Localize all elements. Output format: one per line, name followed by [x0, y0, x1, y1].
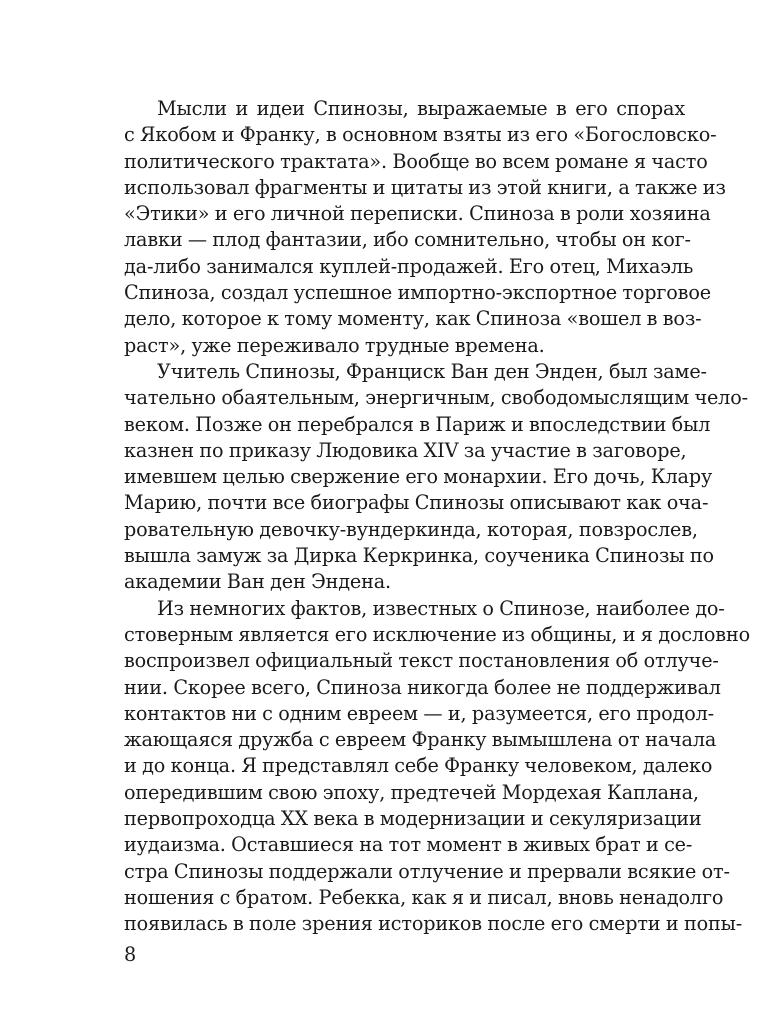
- text-line: академии Ван ден Эндена.: [124, 570, 391, 594]
- text-line: Учитель Спинозы, Франциск Ван ден Энден, был заме-: [157, 359, 707, 383]
- text-line: лавки — плод фантазии, ибо сомнительно, чтобы он ког-: [124, 228, 691, 252]
- text-line: воспроизвел официальный текст постановления об отлуче-: [124, 649, 719, 673]
- text-line: появилась в поле зрения историков после его смерти и попы-: [124, 912, 743, 936]
- text-line: нии. Скорее всего, Спиноза никогда более не поддерживал: [124, 675, 721, 699]
- text-line: иудаизма. Оставшиеся на тот момент в живых брат и се-: [124, 833, 693, 857]
- text-line: ровательную девочку-вундеркинда, которая, повзрослев,: [124, 517, 698, 541]
- text-line: да-либо занимался куплей-продажей. Его отец, Михаэль: [124, 254, 694, 278]
- text-line: с Якобом и Франку, в основном взяты из его «Богословско-: [124, 123, 717, 147]
- text-line: казнен по приказу Людовика XIV за участие в заговоре,: [124, 438, 687, 462]
- text-line: политического трактата». Вообще во всем романе я часто: [124, 149, 708, 173]
- page-number: 8: [124, 943, 137, 966]
- text-line: первопроходца XX века в модернизации и секуляризации: [124, 807, 702, 831]
- paragraph-3: [124, 596, 750, 938]
- text-line: стра Спинозы поддержали отлучение и прервали всякие от-: [124, 859, 730, 883]
- text-line: жающаяся дружба с евреем Франку вымышлена от начала: [124, 728, 717, 752]
- text-line: дело, которое к тому моменту, как Спиноза «вошел в воз-: [124, 307, 702, 331]
- text-line: использовал фрагменты и цитаты из этой книги, а также из: [124, 175, 726, 199]
- text-line: вышла замуж за Дирка Керкринка, соученика Спинозы по: [124, 544, 714, 568]
- text-line: «Этики» и его личной переписки. Спиноза в роли хозяина: [124, 202, 711, 226]
- paragraph-2: [124, 359, 748, 596]
- body-text: [124, 96, 750, 938]
- text-line: Марию, почти все биографы Спинозы описывают как оча-: [124, 491, 709, 515]
- text-line: Спиноза, создал успешное импортно-экспортное торговое: [124, 281, 711, 305]
- text-line: веком. Позже он перебрался в Париж и впоследствии был: [124, 412, 711, 436]
- text-line: имевшем целью свержение его монархии. Его дочь, Клару: [124, 465, 713, 489]
- paragraph-1: [124, 96, 726, 359]
- text-line: стоверным является его исключение из общины, и я дословно: [124, 622, 750, 646]
- text-line: и до конца. Я представлял себе Франку человеком, далеко: [124, 754, 713, 778]
- text-line: раст», уже переживало трудные времена.: [124, 333, 545, 357]
- text-line: Из немногих фактов, известных о Спинозе, наиболее до-: [157, 596, 725, 620]
- text-line: Мысли и идеи Спинозы, выражаемые в его спорах: [157, 97, 685, 120]
- text-line: контактов ни с одним евреем — и, разумеется, его продол-: [124, 701, 714, 725]
- text-line: чательно обаятельным, энергичным, свободомыслящим чело-: [124, 386, 748, 410]
- text-line: опередившим свою эпоху, предтечей Мордехая Каплана,: [124, 780, 699, 804]
- text-line: ношения с братом. Ребекка, как я и писал, вновь ненадолго: [124, 885, 724, 909]
